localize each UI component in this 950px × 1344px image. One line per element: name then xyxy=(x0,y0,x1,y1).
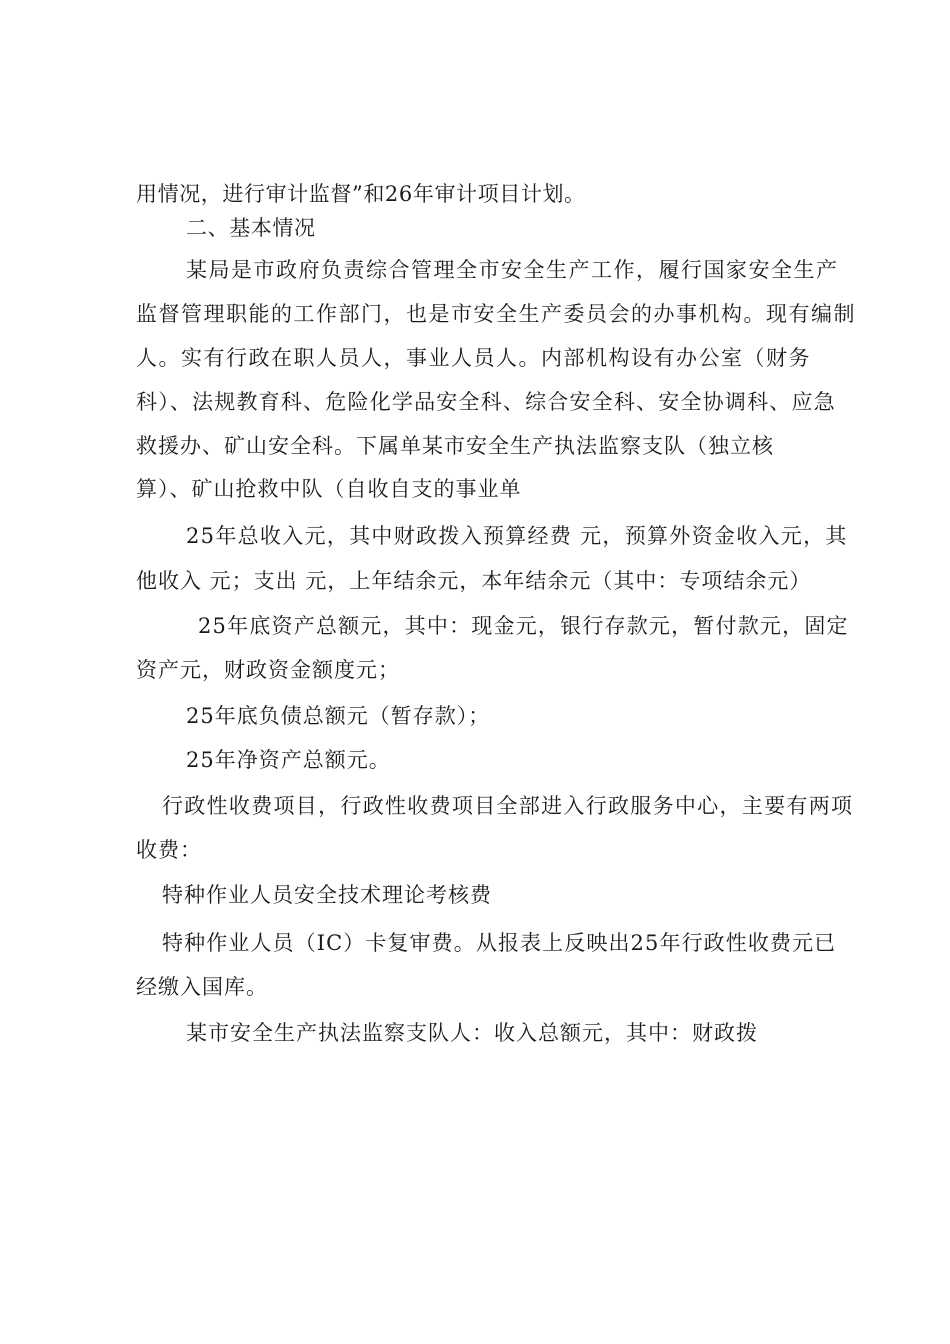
text-line: 行政性收费项目，行政性收费项目全部进入行政服务中心，主要有两项 xyxy=(162,794,854,818)
text-line: 经缴入国库。 xyxy=(136,975,268,999)
text-line: 救援办、矿山安全科。下属单某市安全生产执法监察支队（独立核 xyxy=(136,434,774,458)
text-line: 算）、矿山抢救中队（自收自支的事业单 xyxy=(136,477,522,501)
text-line: 用情况，进行审计监督”和26年审计项目计划。 xyxy=(136,182,586,206)
text-line: 25年净资产总额元。 xyxy=(186,748,391,772)
text-line: 资产元，财政资金额度元； xyxy=(136,658,400,682)
text-line: 特种作业人员安全技术理论考核费 xyxy=(162,883,492,907)
text-line: 某局是市政府负责综合管理全市安全生产工作，履行国家安全生产 xyxy=(186,258,839,282)
text-line: 特种作业人员（IC）卡复审费。从报表上反映出25年行政性收费元已 xyxy=(162,931,837,955)
text-line: 25年底负债总额元（暂存款）； xyxy=(186,704,491,728)
section-heading: 二、基本情况 xyxy=(186,216,316,240)
text-line: 人。实有行政在职人员人，事业人员人。内部机构设有办公室（财务 xyxy=(136,346,811,370)
text-line: 监督管理职能的工作部门，也是市安全生产委员会的办事机构。现有编制 xyxy=(136,302,856,326)
text-line: 收费： xyxy=(136,838,202,862)
text-line: 25年底资产总额元，其中：现金元，银行存款元，暂付款元，固定 xyxy=(198,614,849,638)
text-line: 他收入 元；支出 元，上年结余元，本年结余元（其中：专项结余元） xyxy=(136,569,812,593)
text-line: 25年总收入元，其中财政拨入预算经费 元，预算外资金收入元，其 xyxy=(186,524,848,548)
text-line: 科）、法规教育科、危险化学品安全科、综合安全科、安全协调科、应急 xyxy=(136,390,836,414)
text-line: 某市安全生产执法监察支队人：收入总额元，其中：财政拨 xyxy=(186,1021,758,1045)
